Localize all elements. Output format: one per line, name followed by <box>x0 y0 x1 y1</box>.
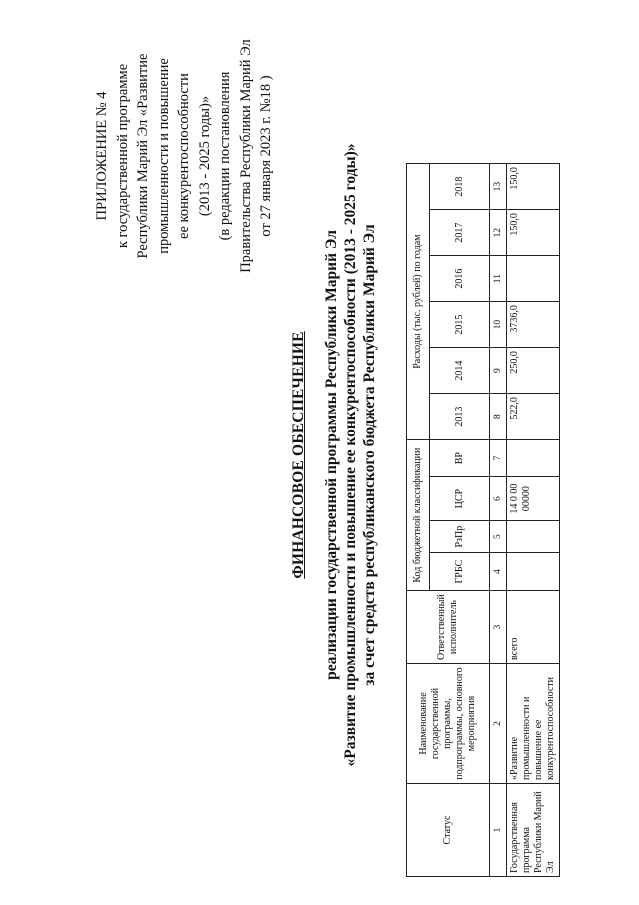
column-number-row <box>490 164 507 877</box>
row-vr <box>507 440 560 477</box>
header-name: Наименование государственной программы, подпрограммы, основного мероприятия <box>407 664 490 784</box>
column-number: 8 <box>490 394 507 440</box>
appendix-line: (в редакции постановления <box>217 71 233 241</box>
header-expenses-group: Расходы (тыс. рублей) по годам <box>407 164 430 440</box>
column-number: 11 <box>490 256 507 302</box>
header-status: Статус <box>407 784 490 877</box>
column-number: 2 <box>490 664 507 784</box>
header-year: 2014 <box>430 348 490 394</box>
header-year: 2013 <box>430 394 490 440</box>
column-number: 5 <box>490 521 507 553</box>
row-value: 150,0 <box>507 210 560 256</box>
column-number: 12 <box>490 210 507 256</box>
financing-table <box>406 163 560 877</box>
column-number: 13 <box>490 164 507 210</box>
table-row <box>507 164 560 877</box>
column-number: 6 <box>490 477 507 521</box>
column-number: 10 <box>490 302 507 348</box>
row-rzpr <box>507 521 560 553</box>
appendix-line: ее конкурентоспособности <box>176 73 192 239</box>
row-value <box>507 256 560 302</box>
appendix-block <box>92 25 277 287</box>
appendix-line: (2013 - 2025 годы)» <box>196 95 213 217</box>
header-year: 2017 <box>430 210 490 256</box>
header-vr: ВР <box>430 440 490 477</box>
table-header-row <box>407 164 430 877</box>
appendix-line: Республики Марий Эл «Развитие <box>135 53 151 259</box>
row-status: Государственная программа Республики Марий Эл <box>507 784 560 877</box>
row-value: 250,0 <box>507 348 560 394</box>
column-number: 7 <box>490 440 507 477</box>
appendix-line: к государственной программе <box>114 63 131 249</box>
row-name: «Развитие промышленности и повышение ее конкурентоспособности <box>507 664 560 784</box>
header-executor: Ответственный исполнитель <box>407 591 490 664</box>
column-number: 4 <box>490 553 507 591</box>
row-grbs <box>507 553 560 591</box>
row-csr: 14 0 00 00000 <box>507 477 560 521</box>
row-value: 3736,0 <box>507 302 560 348</box>
header-grbs: ГРБС <box>430 553 490 591</box>
row-value: 522,0 <box>507 394 560 440</box>
document-title: ФИНАНСОВОЕ ОБЕСПЕЧЕНИЕ <box>290 331 307 579</box>
appendix-line: ПРИЛОЖЕНИЕ № 4 <box>94 91 110 221</box>
document-subtitle-line: реализации государственной программы Республики Марий Эл <box>323 230 340 680</box>
header-year: 2016 <box>430 256 490 302</box>
appendix-line: от 27 января 2023 г. №18 ) <box>258 75 274 237</box>
row-value: 150,0 <box>507 164 560 210</box>
appendix-line: Правительства Республики Марий Эл <box>237 39 254 273</box>
header-year: 2015 <box>430 302 490 348</box>
column-number: 1 <box>490 784 507 877</box>
header-year: 2018 <box>430 164 490 210</box>
column-number: 3 <box>490 591 507 664</box>
document-heading <box>290 65 379 845</box>
header-csr: ЦСР <box>430 477 490 521</box>
document-subtitle-line: за счет средств республиканского бюджета Республики Марий Эл <box>361 224 378 686</box>
column-number: 9 <box>490 348 507 394</box>
row-executor: всего <box>507 591 560 664</box>
document-subtitle-line: «Развитие промышленности и повышение ее конкурентоспособности (2013 - 2025 годы)» <box>342 143 359 767</box>
header-rzpr: РзПр <box>430 521 490 553</box>
appendix-line: промышленности и повышение <box>155 58 172 254</box>
header-budget-code-group: Код бюджетной классификации <box>407 440 430 591</box>
